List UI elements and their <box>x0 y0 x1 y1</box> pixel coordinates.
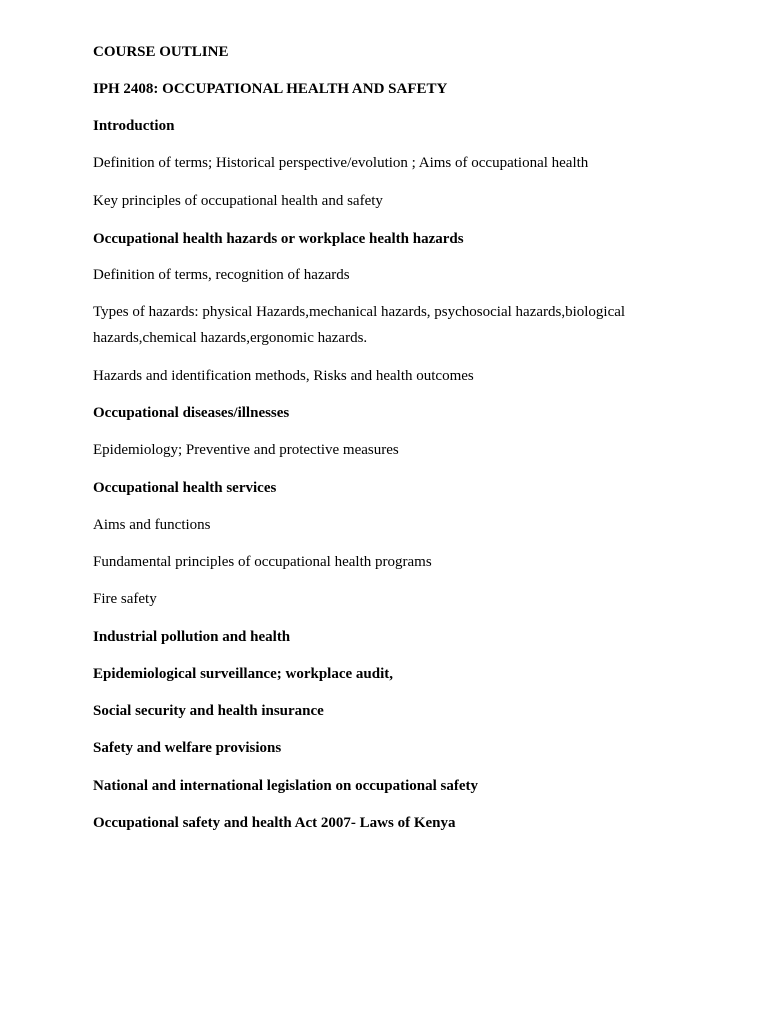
services-line-principles: Fundamental principles of occupational health programs <box>93 554 432 570</box>
intro-line-principles: Key principles of occupational health and safety <box>93 193 383 209</box>
welfare-heading: Safety and welfare provisions <box>93 740 282 756</box>
hazards-line-definitions: Definition of terms, recognition of hazards <box>93 267 350 283</box>
document-page <box>93 0 693 1024</box>
hazards-line-identification: Hazards and identification methods, Risks and health outcomes <box>93 368 474 384</box>
hazards-heading: Occupational health hazards or workplace health hazards <box>93 231 464 247</box>
services-line-aims: Aims and functions <box>93 517 211 533</box>
course-outline-heading: COURSE OUTLINE <box>93 44 229 60</box>
diseases-line-epidemiology: Epidemiology; Preventive and protective measures <box>93 442 399 458</box>
hazards-line-types: Types of hazards: physical Hazards,mechanical hazards, psychosocial hazards,biological hazards,chemical hazards,ergonomic hazards. <box>93 304 626 346</box>
intro-line-definitions: Definition of terms; Historical perspective/evolution ; Aims of occupational health <box>93 155 589 171</box>
services-heading: Occupational health services <box>93 480 277 496</box>
surveillance-heading: Epidemiological surveillance; workplace audit, <box>93 666 393 682</box>
social-security-heading: Social security and health insurance <box>93 703 324 719</box>
introduction-heading: Introduction <box>93 118 175 134</box>
pollution-heading: Industrial pollution and health <box>93 629 291 645</box>
diseases-heading: Occupational diseases/illnesses <box>93 405 290 421</box>
act-heading: Occupational safety and health Act 2007- Laws of Kenya <box>93 815 456 831</box>
services-line-fire-safety: Fire safety <box>93 591 157 607</box>
course-title: IPH 2408: OCCUPATIONAL HEALTH AND SAFETY <box>93 81 448 97</box>
legislation-heading: National and international legislation on occupational safety <box>93 778 479 794</box>
